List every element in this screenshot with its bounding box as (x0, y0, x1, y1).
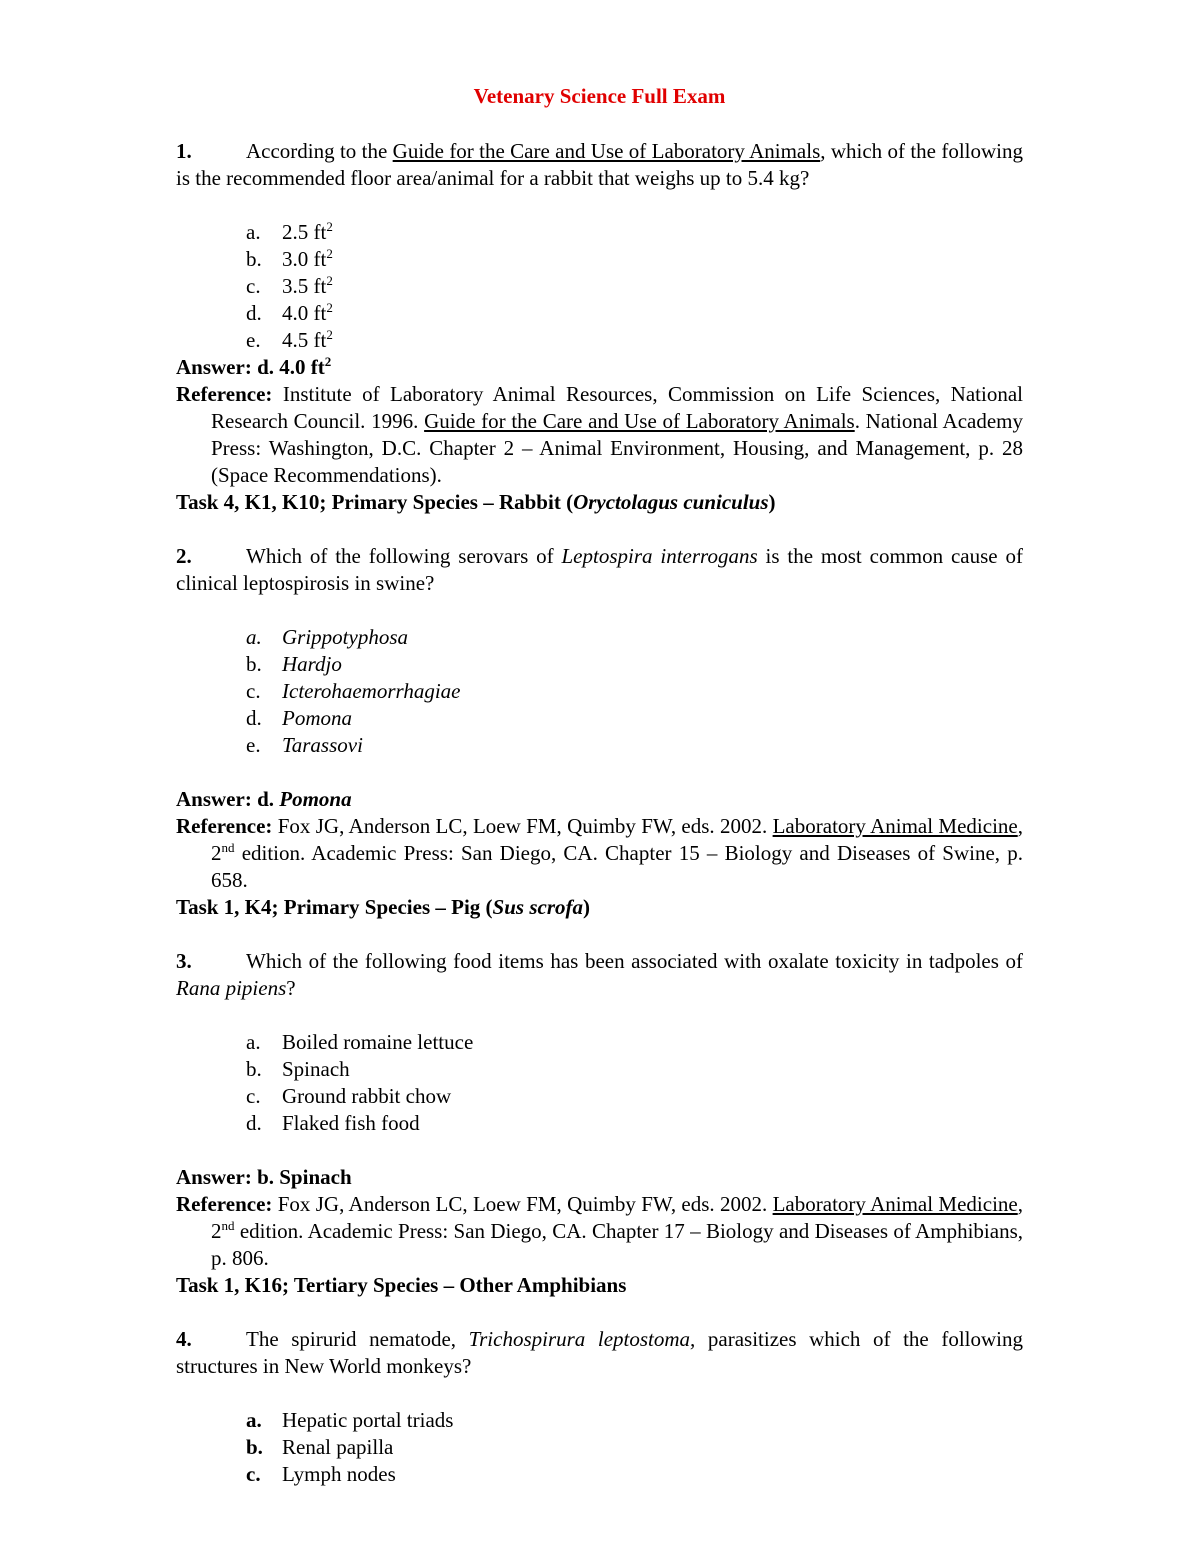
stem-text: Which of the following serovars of (246, 544, 562, 568)
stem-text: The spirurid nematode, (246, 1327, 469, 1351)
reference-text: , 2 (211, 1192, 1023, 1243)
option (246, 1461, 1023, 1488)
question-number: 1. (176, 139, 192, 163)
task-text: Task 1, K4; Primary Species – Pig ( (176, 895, 493, 919)
option-letter: b. (246, 1435, 263, 1459)
stem-text: is the most common cause of clinical leptospirosis in swine? (176, 544, 1023, 595)
question-3 (176, 948, 1023, 1299)
answer-text: d. 4.0 ft (251, 355, 325, 379)
stem-text: , which of the following is the recommended floor area/animal for a rabbit that weighs up to 5.4 kg? (176, 139, 1024, 190)
option-text: Boiled romaine lettuce (282, 1030, 474, 1054)
option-letter: c. (246, 274, 261, 298)
option-letter: c. (246, 679, 261, 703)
stem-title-underlined: Guide for the Care and Use of Laboratory Animals (392, 139, 821, 163)
stem-species-italic: Trichospirura leptostoma, (468, 1327, 696, 1351)
stem-species-italic: Leptospira interrogans (561, 544, 758, 568)
options-list (176, 1407, 1023, 1488)
option (246, 273, 1023, 300)
answer-line (176, 786, 1023, 813)
option-text: Renal papilla (282, 1435, 394, 1459)
reference-book-title: Guide for the Care and Use of Laboratory Animals (424, 409, 855, 433)
option-letter: d. (246, 301, 262, 325)
reference-superscript: nd (221, 1218, 235, 1233)
reference-text: . National Academy Press: Washington, D.C. Chapter 2 – Animal Environment, Housing, and Management, p. 28 (Space Recommendations). (211, 409, 1023, 487)
option-letter: a. (246, 1408, 262, 1432)
option-superscript: 2 (326, 300, 333, 315)
options-list (176, 624, 1023, 759)
answer-line (176, 354, 1023, 381)
option-text: 4.0 ft (282, 301, 327, 325)
page-title: Vetenary Science Full Exam (473, 84, 726, 108)
reference-label: Reference: (176, 382, 273, 406)
option (246, 219, 1023, 246)
option-letter: e. (246, 733, 261, 757)
option-superscript: 2 (326, 327, 333, 342)
option (246, 678, 1023, 705)
options-list (176, 1029, 1023, 1137)
option-text: Hardjo (282, 652, 342, 676)
question-number: 2. (176, 544, 192, 568)
option (246, 1407, 1023, 1434)
option-text: 3.0 ft (282, 247, 327, 271)
question-stem (176, 948, 1023, 1002)
reference-label: Reference: (176, 814, 273, 838)
question-stem (176, 1326, 1023, 1380)
option (246, 300, 1023, 327)
answer-label: Answer: (176, 1165, 252, 1189)
option-text: Icterohaemorrhagiae (282, 679, 461, 703)
task-text: ) (583, 895, 590, 919)
stem-text: According to the (246, 139, 393, 163)
option (246, 624, 1023, 651)
option-letter: b. (246, 1057, 262, 1081)
option-letter: a. (246, 220, 261, 244)
reference-text: , 2 (211, 814, 1023, 865)
option-letter: d. (246, 1111, 262, 1135)
stem-text: Which of the following food items has been associated with oxalate toxicity in tadpoles of (246, 949, 1023, 973)
option-text: 4.5 ft (282, 328, 327, 352)
answer-text: b. Spinach (251, 1165, 352, 1189)
stem-text: ? (286, 976, 296, 1000)
option-superscript: 2 (326, 246, 333, 261)
option (246, 1029, 1023, 1056)
task-line (176, 489, 1023, 516)
question-stem (176, 138, 1023, 192)
option (246, 1056, 1023, 1083)
stem-species-italic: Rana pipiens (176, 976, 287, 1000)
question-number: 3. (176, 949, 192, 973)
option-letter: a. (246, 1030, 261, 1054)
answer-superscript: 2 (324, 354, 332, 369)
answer-line (176, 1164, 1023, 1191)
reference (176, 1191, 1023, 1272)
answer-label: Answer: (176, 787, 252, 811)
task-text: ) (768, 490, 776, 514)
question-number: 4. (176, 1327, 192, 1351)
option-text: Lymph nodes (282, 1462, 396, 1486)
option-letter: c. (246, 1462, 261, 1486)
reference-text: edition. Academic Press: San Diego, CA. Chapter 15 – Biology and Diseases of Swine, p. 658. (211, 841, 1023, 892)
task-line: Task 1, K16; Tertiary Species – Other Amphibians (176, 1273, 627, 1297)
option (246, 705, 1023, 732)
option-text: 2.5 ft (282, 220, 327, 244)
option (246, 651, 1023, 678)
reference-text: Fox JG, Anderson LC, Loew FM, Quimby FW, eds. 2002. (272, 814, 773, 838)
reference-book-title: Laboratory Animal Medicine (772, 1192, 1018, 1216)
reference-label: Reference: (176, 1192, 273, 1216)
stem-text: parasitizes which of the following structures in New World monkeys? (176, 1327, 1023, 1378)
question-1 (176, 138, 1023, 516)
options-list (176, 219, 1023, 354)
option-letter: d. (246, 706, 262, 730)
task-species-italic: Oryctolagus cuniculus (573, 490, 769, 514)
reference-superscript: nd (221, 840, 235, 855)
option-letter: b. (246, 247, 262, 271)
option-superscript: 2 (326, 219, 333, 234)
answer-text: d. (251, 787, 280, 811)
question-4 (176, 1326, 1023, 1488)
reference-text: edition. Academic Press: San Diego, CA. Chapter 17 – Biology and Diseases of Amphibians, p. 806. (211, 1219, 1023, 1270)
reference-text: Institute of Laboratory Animal Resources, Commission on Life Sciences, National Research Council. 1996. (211, 382, 1023, 433)
question-stem (176, 543, 1023, 597)
option-text: Pomona (282, 706, 352, 730)
option-letter: a. (246, 625, 262, 649)
option (246, 246, 1023, 273)
reference-book-title: Laboratory Animal Medicine (772, 814, 1018, 838)
option (246, 327, 1023, 354)
option (246, 732, 1023, 759)
option-text: Grippotyphosa (282, 625, 408, 649)
task-text: Task 4, K1, K10; Primary Species – Rabbit ( (176, 490, 574, 514)
option (246, 1083, 1023, 1110)
reference (176, 813, 1023, 894)
option (246, 1434, 1023, 1461)
task-line (176, 894, 1023, 921)
option-text: 3.5 ft (282, 274, 327, 298)
task-species-italic: Sus scrofa (492, 895, 583, 919)
option-text: Ground rabbit chow (282, 1084, 452, 1108)
option-superscript: 2 (326, 273, 333, 288)
question-2 (176, 543, 1023, 921)
option-letter: e. (246, 328, 261, 352)
reference-text: Fox JG, Anderson LC, Loew FM, Quimby FW, eds. 2002. (272, 1192, 773, 1216)
option-text: Spinach (282, 1057, 350, 1081)
option-letter: b. (246, 652, 262, 676)
reference (176, 381, 1023, 489)
option (246, 1110, 1023, 1137)
option-letter: c. (246, 1084, 261, 1108)
answer-italic: Pomona (279, 787, 352, 811)
answer-label: Answer: (176, 355, 252, 379)
option-text: Hepatic portal triads (282, 1408, 454, 1432)
option-text: Tarassovi (282, 733, 363, 757)
option-text: Flaked fish food (282, 1111, 420, 1135)
exam-page (176, 83, 1023, 1488)
